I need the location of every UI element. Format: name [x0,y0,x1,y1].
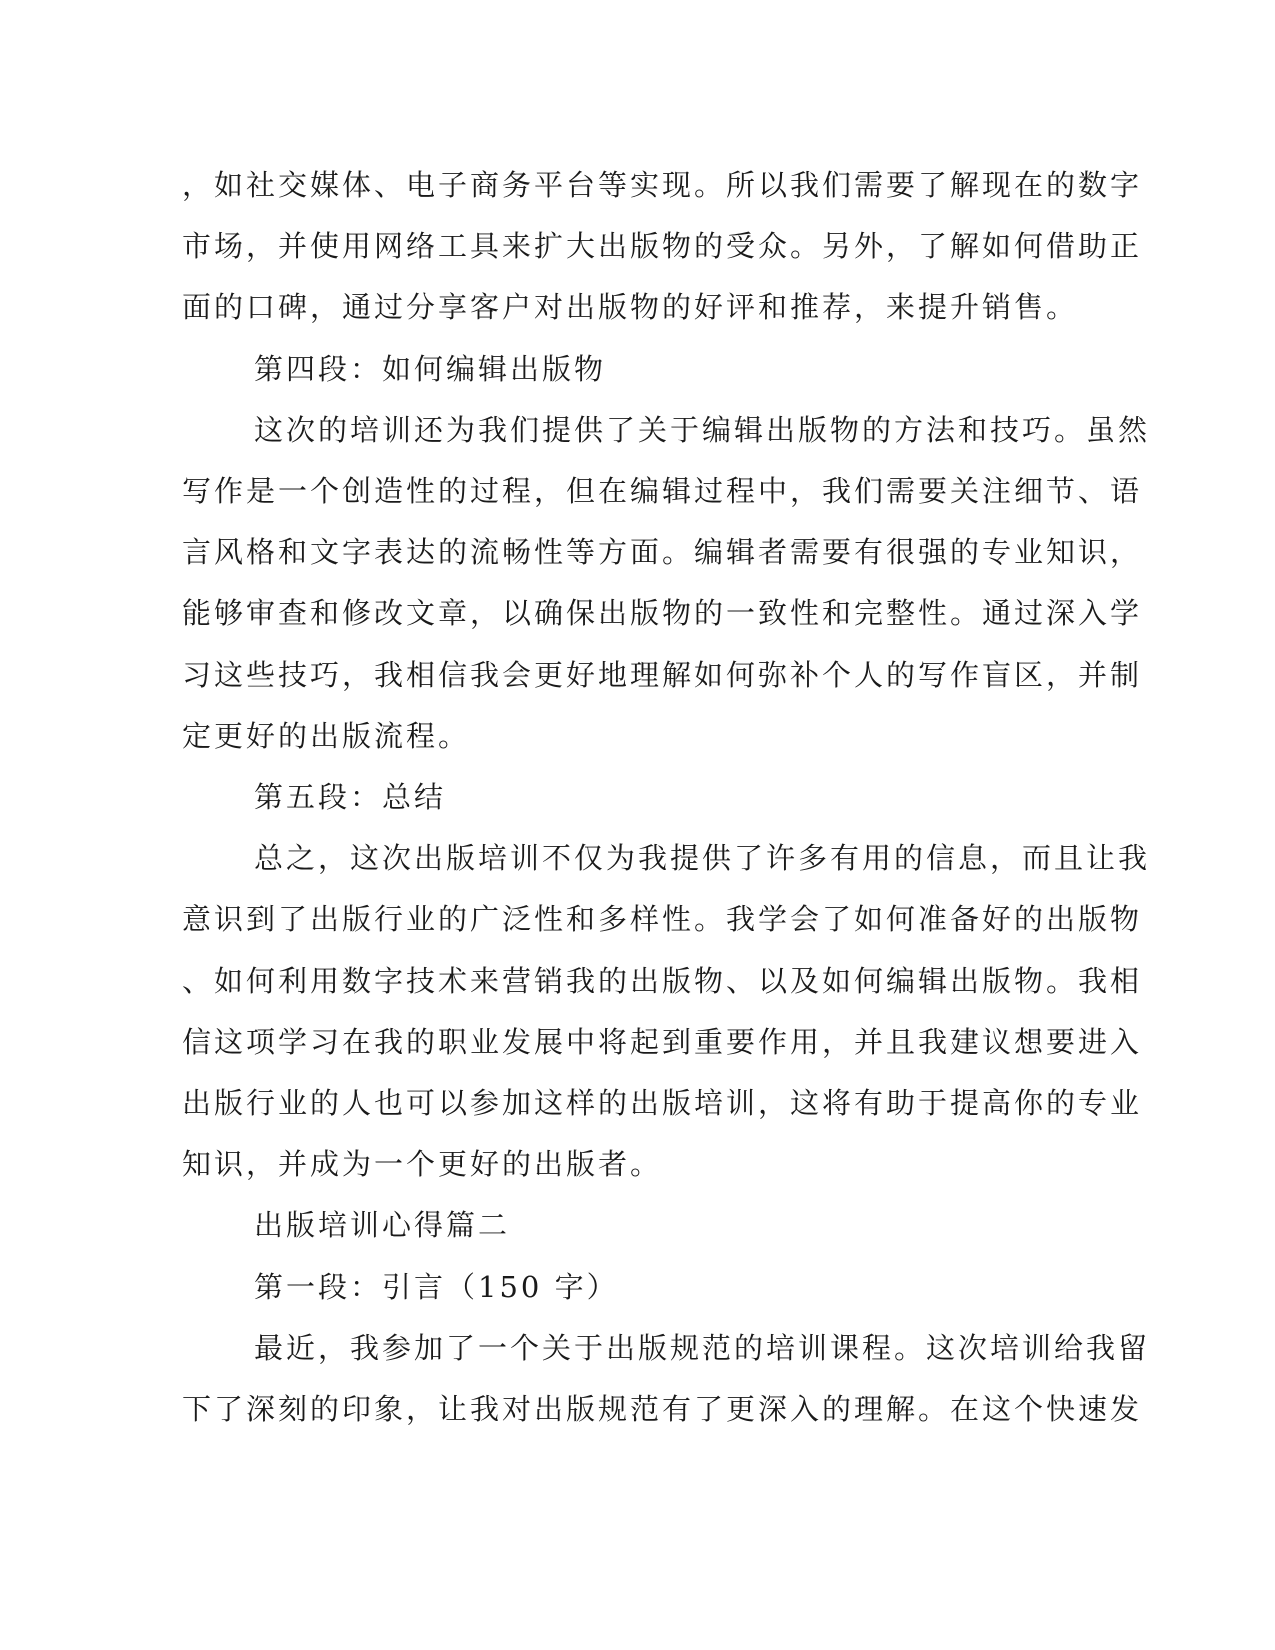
section-heading-4: 第四段：如何编辑出版物 [254,351,607,386]
body-line: 市场，并使用网络工具来扩大出版物的受众。另外，了解如何借助正 [182,229,1143,264]
section-heading-5: 第五段：总结 [254,780,447,815]
body-line: 下了深刻的印象，让我对出版规范有了更深入的理解。在这个快速发 [182,1392,1143,1427]
body-line: 总之，这次出版培训不仅为我提供了许多有用的信息，而且让我 [254,841,1151,876]
section-heading-1: 第一段：引言（150 字） [254,1269,619,1304]
body-line: 言风格和文字表达的流畅性等方面。编辑者需要有很强的专业知识， [182,535,1143,570]
body-line: ，如社交媒体、电子商务平台等实现。所以我们需要了解现在的数字 [182,168,1143,202]
body-line: 信这项学习在我的职业发展中将起到重要作用，并且我建议想要进入 [182,1024,1143,1059]
body-line: 最近，我参加了一个关于出版规范的培训课程。这次培训给我留 [254,1330,1151,1365]
body-line: 写作是一个创造性的过程，但在编辑过程中，我们需要关注细节、语 [182,474,1143,509]
body-line: 面的口碑，通过分享客户对出版物的好评和推荐，来提升销售。 [182,290,1079,325]
body-line: 定更好的出版流程。 [182,718,471,753]
body-line: 、如何利用数字技术来营销我的出版物、以及如何编辑出版物。我相 [182,963,1143,998]
body-line: 习这些技巧，我相信我会更好地理解如何弥补个人的写作盲区，并制 [182,657,1143,692]
body-line: 这次的培训还为我们提供了关于编辑出版物的方法和技巧。虽然 [254,412,1151,447]
article-title: 出版培训心得篇二 [254,1208,511,1243]
body-line: 能够审查和修改文章，以确保出版物的一致性和完整性。通过深入学 [182,596,1143,631]
document-body [182,155,1151,1440]
body-line: 知识，并成为一个更好的出版者。 [182,1147,663,1182]
body-line: 出版行业的人也可以参加这样的出版培训，这将有助于提高你的专业 [182,1086,1143,1121]
body-line: 意识到了出版行业的广泛性和多样性。我学会了如何准备好的出版物 [182,902,1143,937]
